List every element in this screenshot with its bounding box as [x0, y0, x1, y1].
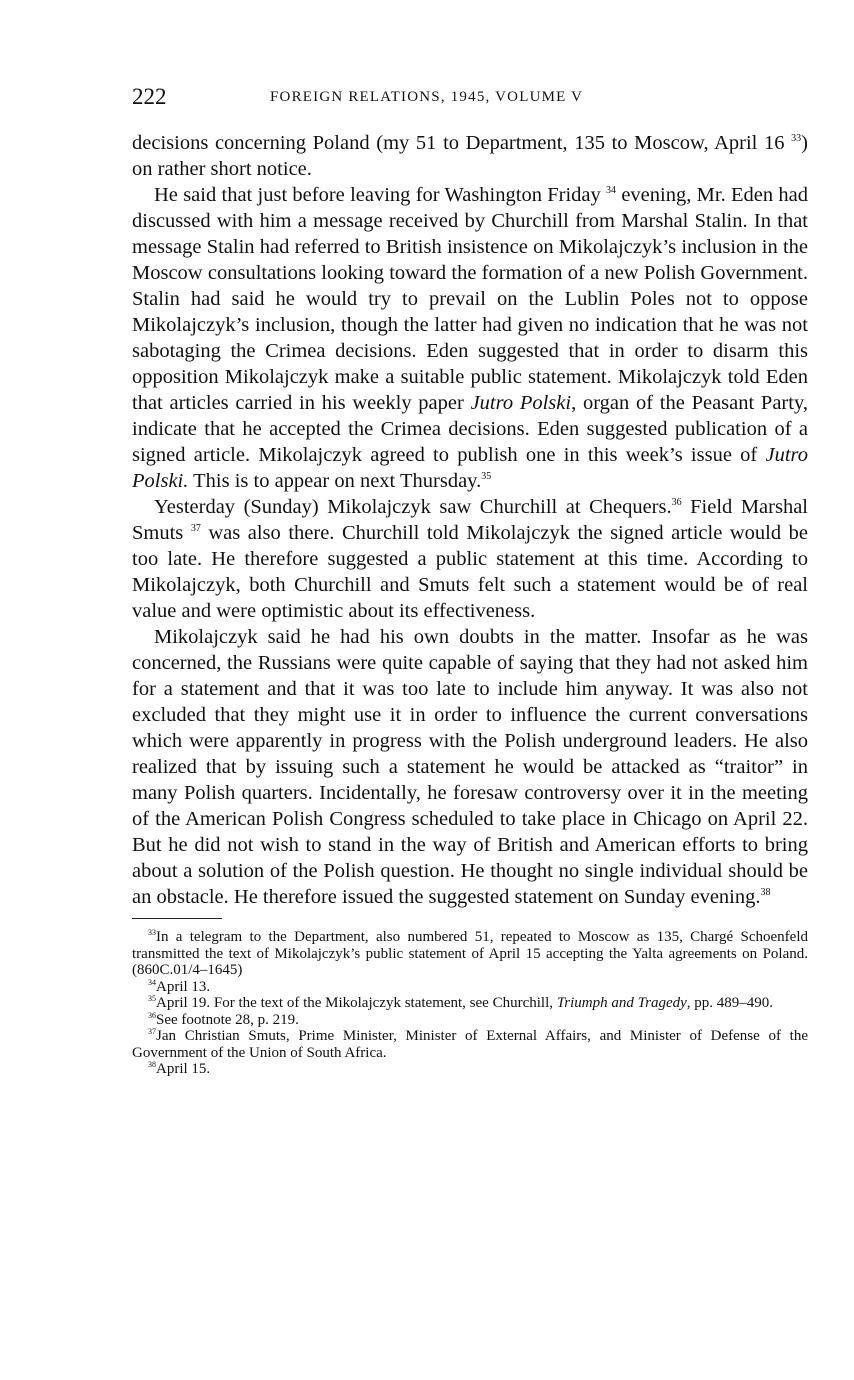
footnote-38: $^{38}$April 15.: [148, 1060, 211, 1077]
footnote-ref-36[interactable]: 36: [671, 497, 682, 509]
page-header: [132, 84, 808, 114]
paragraph-3: Yesterday (Sunday) Mikolajczyk saw Churchill at Chequers.$^{36}$ Field Marshal Smuts $^{37}$ was also there. Churchill told Mikolajczyk the signed article would be too late. He therefore suggested a public statement at this time. According to Mikolajczyk, both Churchill and Smuts felt such a statement would be of real value and were optimistic about its effectiveness.: [132, 496, 808, 622]
publication-title: Jutro Polski.: [132, 444, 808, 492]
running-head: FOREIGN RELATIONS, 1945, VOLUME V: [270, 89, 584, 105]
footnote-ref-37[interactable]: 37: [190, 523, 201, 535]
footnote-34: $^{34}$April 13.: [148, 977, 211, 995]
footnotes: [132, 929, 808, 1078]
footnote-33: $^{33}$In a telegram to the Department, also numbered 51, repeated to Moscow as 135, Chargé Schoenfeld transmitted the text of Mikolajczyk’s public statement of April 15 accepting the Yalta agreements on Poland. (860C.01/4–1645): [132, 928, 808, 978]
page-number: 222: [132, 84, 167, 109]
book-title: Triumph and Tragedy: [556, 995, 687, 1011]
paragraph-1: decisions concerning Poland (my 51 to Department, 135 to Moscow, April 16 $^{33}$) on rather short notice.: [132, 132, 808, 180]
footnote-35: $^{35}$April 19. For the text of the Mikolajczyk statement, see Churchill, Triumph and Tragedy, pp. 489–490.: [148, 994, 774, 1011]
paragraph-2: He said that just before leaving for Washington Friday $^{34}$ evening, Mr. Eden had discussed with him a message received by Churchill from Marshal Stalin. In that message Stalin had referred to British insistence on Mikolajczyk’s inclusion in the Moscow consultations looking toward the formation of a new Polish Government. Stalin had said he would try to prevail on the Lublin Poles not to oppose Mikolajczyk’s inclusion, though the latter had given no indication that he was not sabotaging the Crimea decisions. Eden suggested that in order to disarm this opposition Mikolajczyk make a suitable public statement. Mikolajczyk told Eden that articles carried in his weekly paper Jutro Polski, organ of the Peasant Party, indicate that he accepted the Crimea decisions. Eden suggested publication of a signed article. Mikolajczyk agreed to publish one in this week’s issue of Jutro Polski. This is to appear on next Thursday.$^{35}$: [132, 184, 808, 492]
footnote-ref-34[interactable]: 34: [606, 185, 617, 197]
paragraph-4: Mikolajczyk said he had his own doubts in the matter. Insofar as he was concerned, the Russians were quite capable of saying that they had not asked him for a statement and that it was too late to include him anyway. It was also not excluded that they might use it in order to influence the current conversations which were apparently in progress with the Polish underground leaders. He also realized that by issuing such a statement he would be attacked as “traitor” in many Polish quarters. Incidentally, he foresaw controversy over it in the meeting of the American Polish Congress scheduled to take place in Chicago on April 22. But he did not wish to stand in the way of British and American efforts to bring about a solution of the Polish question. He thought no single individual should be an obstacle. He therefore issued the suggested statement on Sunday evening.$^{38}$: [132, 626, 808, 908]
footnote-divider: [132, 918, 222, 919]
footnote-37: $^{37}$Jan Christian Smuts, Prime Minister, Minister of External Affairs, and Minister of Defense of the Government of the Union of South Africa.: [132, 1027, 808, 1061]
publication-title: Jutro Polski: [470, 392, 572, 414]
body-text: [132, 130, 808, 910]
footnote-ref-33[interactable]: 33: [791, 133, 802, 145]
footnote-ref-35[interactable]: 35: [481, 471, 492, 483]
footnote-ref-38[interactable]: 38: [760, 887, 771, 899]
footnote-36: $^{36}$See footnote 28, p. 219.: [148, 1010, 299, 1028]
document-page: [132, 84, 808, 1078]
